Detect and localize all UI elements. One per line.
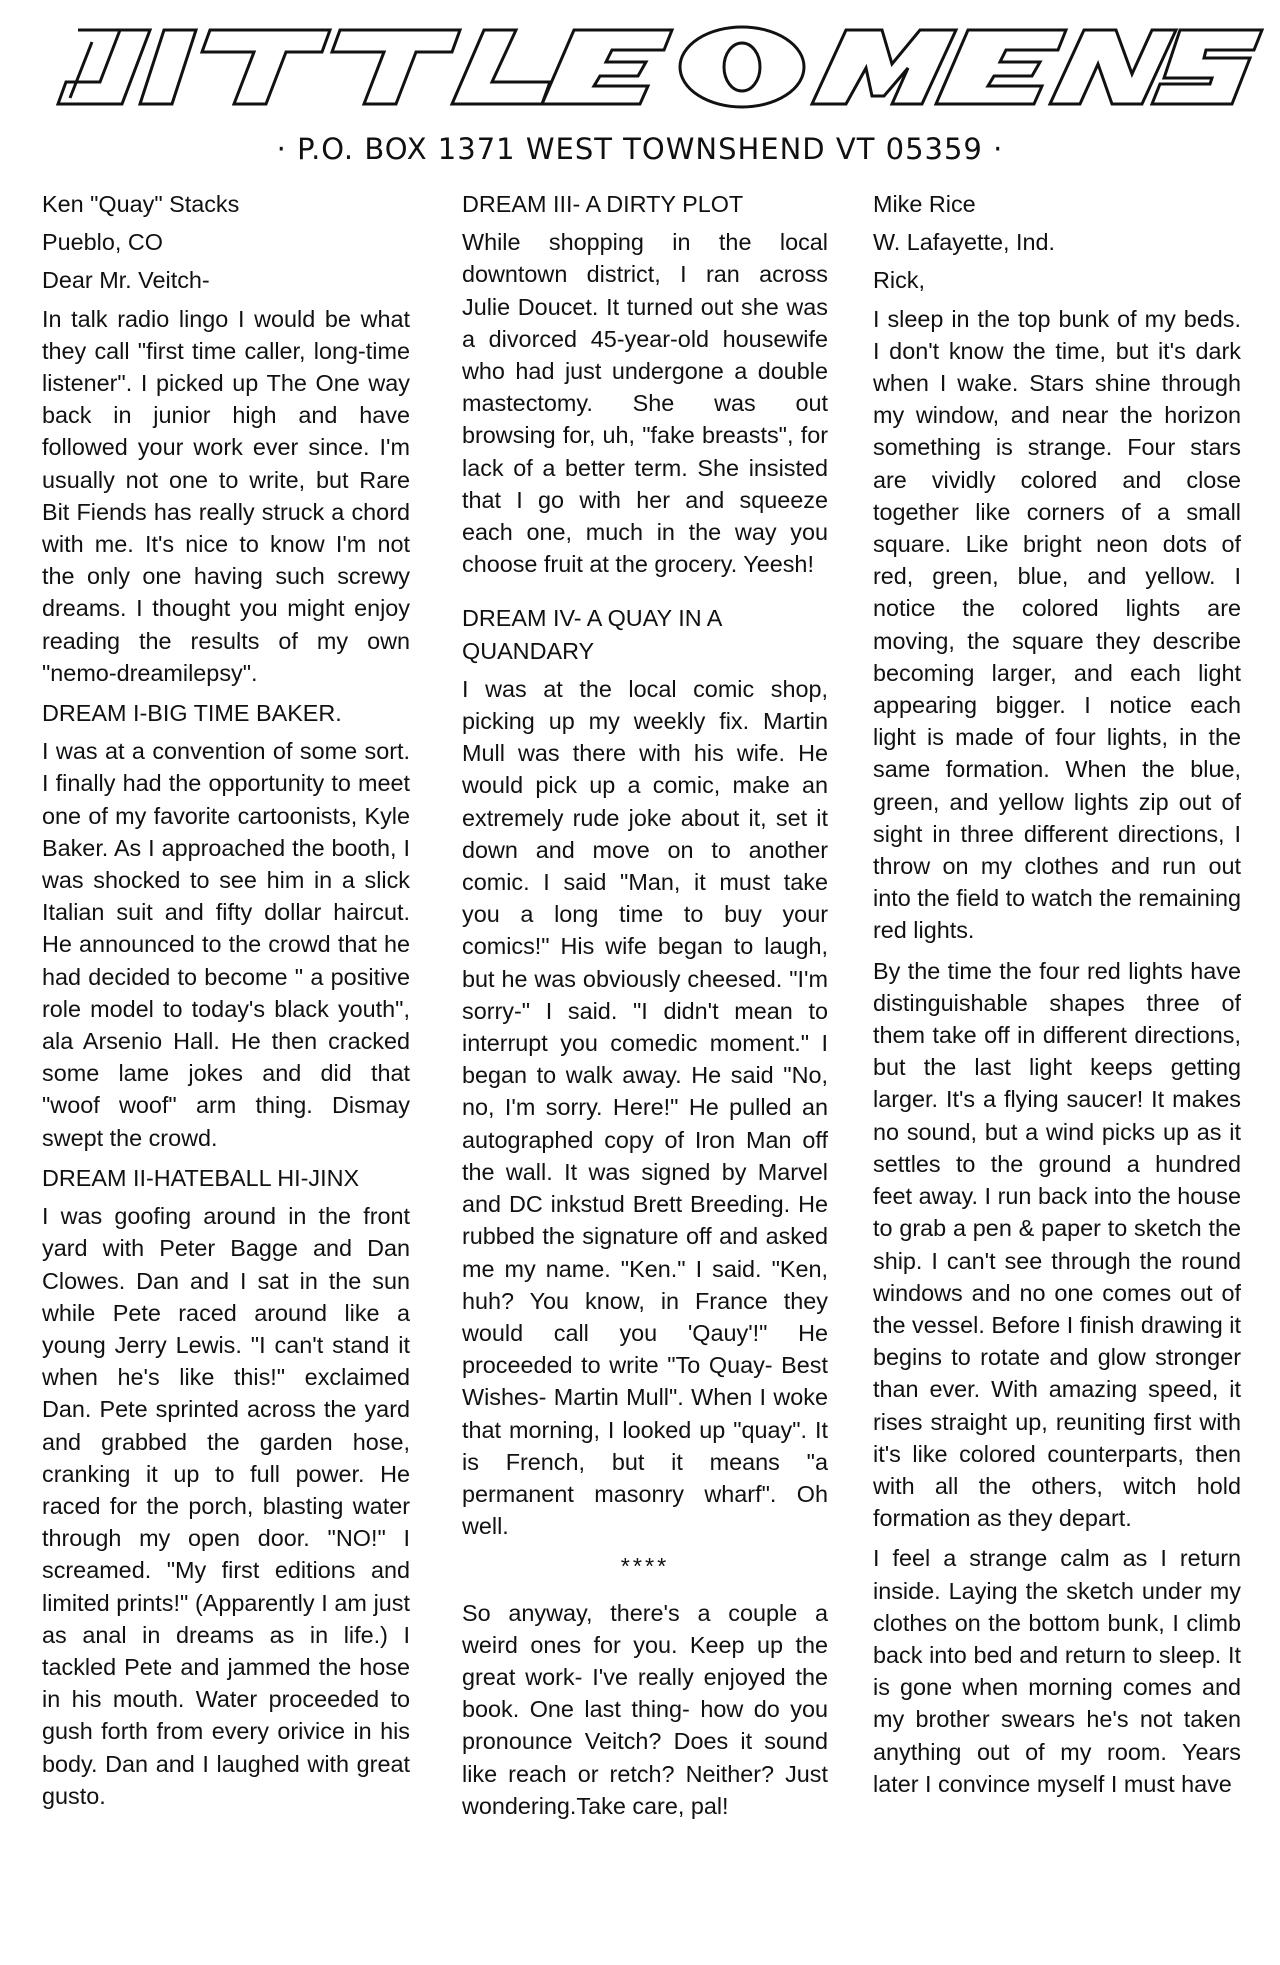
- letter1-author: Ken "Quay" Stacks: [42, 191, 240, 217]
- letter2-author: Mike Rice: [873, 191, 976, 217]
- section-separator: ****: [620, 1553, 670, 1580]
- dream4-title: DREAM IV- A QUAY IN A QUANDARY: [462, 605, 722, 664]
- dream4-text: I was at the local comic shop, picking up my weekly fix. Martin Mull was there with his wife. He would pick up a comic, make an extremely rude joke about it, set it down and move on to another comic. I said "Man, it must take you a long time to buy your comics!" His wife began to laugh, but he was obviously cheesed. "I'm sorry-" I said. "I didn't mean to interrupt you comedic moment." I began to walk away. He said "No, no, I'm sorry. Here!" He pulled an autographed copy of Iron Man off the wall. It was signed by Marvel and DC inkstud Brett Breeding. He rubbed the signature off and asked me my name. "Ken." I said. "Ken, huh? You know, in France they would call you 'Qauy'!" He proceeded to write "To Quay- Best Wishes- Martin Mull". When I woke that morning, I looked up "quay". It is French, but it means "a permanent masonry wharf". Oh well.: [462, 675, 828, 1540]
- masthead: [0, 0, 1280, 140]
- dream1-title: DREAM I-BIG TIME BAKER.: [42, 700, 342, 727]
- letter1-closing: So anyway, there's a couple a weird ones for you. Keep up the great work- I've really enjoyed the book. One last thing- how do you pronounce Veitch? Does it sound like reach or retch? Neither? Just wondering.Take care, pal!: [462, 1599, 828, 1819]
- letter1-location: Pueblo, CO: [42, 229, 163, 256]
- letter2-para3: I feel a strange calm as I return inside. Laying the sketch under my clothes on the bottom bunk, I climb back into bed and return to sleep. It is gone when morning comes and my brother swears he's not taken anything out of my room. Years later I convince myself I must have: [873, 1545, 1241, 1797]
- address-line: · P.O. BOX 1371 WEST TOWNSHEND VT 05359 ·: [276, 132, 1004, 166]
- column-2: [462, 188, 828, 1955]
- letter1-salutation: Dear Mr. Veitch-: [42, 267, 210, 294]
- column-3: [873, 188, 1241, 1955]
- dream2-title: DREAM II-HATEBALL HI-JINX: [42, 1164, 360, 1191]
- letter1-intro: In talk radio lingo I would be what they call "first time caller, long-time listener". I picked up The One way back in junior high and have followed your work ever since. I'm usually not one to write, but Rare Bit Fiends has really struck a chord with me. It's nice to know I'm not the only one having such screwy dreams. I thought you might enjoy reading the results of my own "nemo-dreamilepsy".: [42, 305, 410, 686]
- dream3-text: While shopping in the local downtown district, I ran across Julie Doucet. It turned out she was a divorced 45-year-old housewife who had just undergone a double mastectomy. She was out browsing for, uh, "fake breasts", for lack of a better term. She insisted that I go with her and squeeze each one, much in the way you choose fruit at the grocery. Yeesh!: [462, 229, 828, 578]
- letter2-salutation: Rick,: [873, 267, 925, 294]
- letter2-location: W. Lafayette, Ind.: [873, 229, 1056, 256]
- masthead-logo: [0, 0, 1280, 140]
- dream3-title: DREAM III- A DIRTY PLOT: [462, 191, 744, 217]
- letter2-para1: I sleep in the top bunk of my beds. I don't know the time, but it's dark when I wake. Stars shine through my window, and near the horizon something is strange. Four stars are vividly colored and close together like corners of a small square. Like bright neon dots of red, green, blue, and yellow. I notice the colored lights are moving, the square they describe becoming larger, and each light appearing bigger. I notice each light is made of four lights, in the same formation. When the blue, green, and yellow lights zip out of sight in three different directions, I throw on my clothes and run out into the field to watch the remaining red lights.: [873, 305, 1241, 944]
- letter2-para2: By the time the four red lights have distinguishable shapes three of them take off in different directions, but the last light keeps getting larger. It's a flying saucer! It makes no sound, but a wind picks up as it settles to the ground a hundred feet away. I run back into the house to grab a pen & paper to sketch the ship. I can't see through the round windows and no one comes out of the vessel. Before I finish drawing it begins to rotate and glow stronger than ever. With amazing speed, it rises straight up, reuniting first with it's like colored counterparts, then with all the others, witch hold formation as they depart.: [873, 957, 1241, 1532]
- dream1-text: I was at a convention of some sort. I finally had the opportunity to meet one of my favorite cartoonists, Kyle Baker. As I approached the booth, I was shocked to see him in a slick Italian suit and fifty dollar haircut. He announced to the crowd that he had decided to become " a positive role model to today's black youth", ala Arsenio Hall. He then cracked some lame jokes and did that "woof woof" arm thing. Dismay swept the crowd.: [42, 738, 410, 1151]
- column-1: [42, 188, 410, 1955]
- dream2-text: I was goofing around in the front yard with Peter Bagge and Dan Clowes. Dan and I sat in the sun while Pete raced around like a young Jerry Lewis. "I can't stand it when he's like this!" exclaimed Dan. Pete sprinted across the yard and grabbed the garden hose, cranking it up to full power. He raced for the porch, blasting water through my open door. "NO!" I screamed. "My first editions and limited prints!" (Apparently I am just as anal in dreams as in life.) I tackled Pete and jammed the hose in his mouth. Water proceeded to gush forth from every orivice in his body. Dan and I laughed with great gusto.: [42, 1203, 410, 1809]
